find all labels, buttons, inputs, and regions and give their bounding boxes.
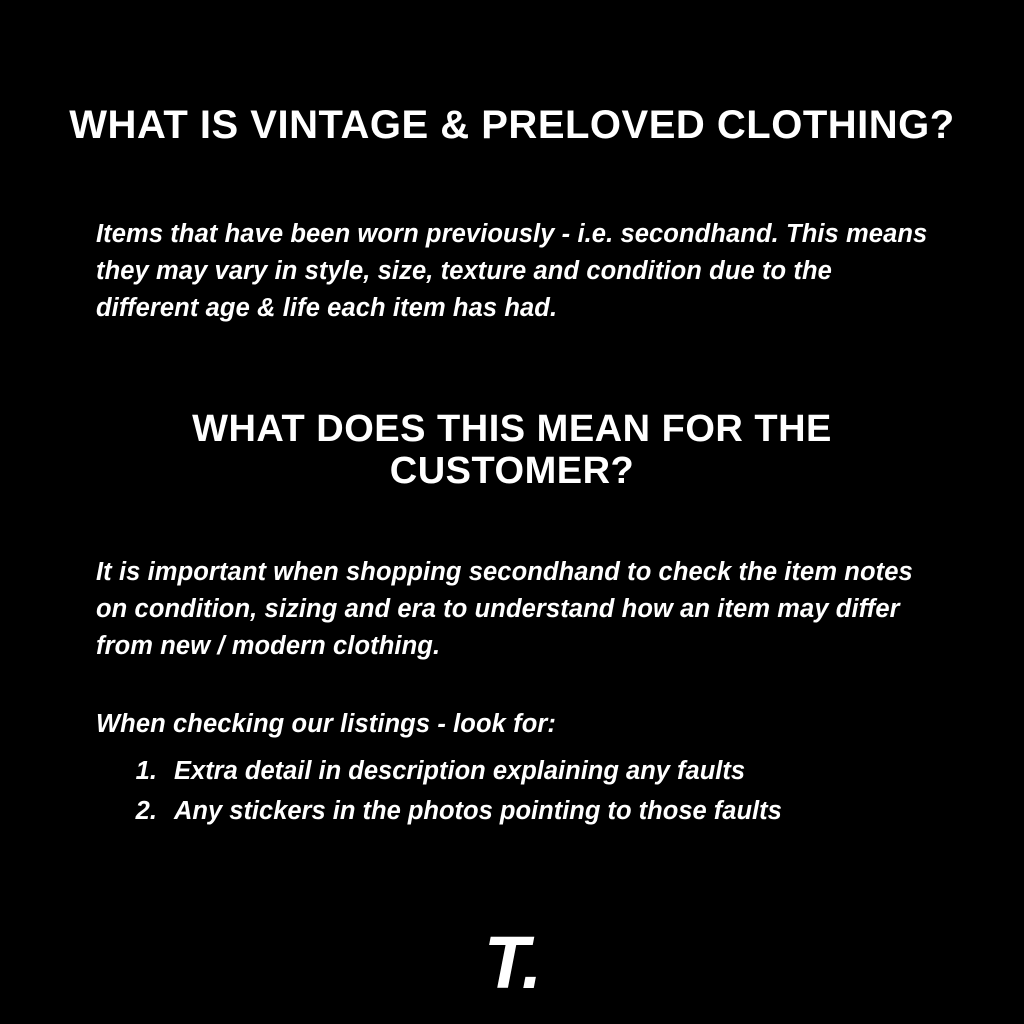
listing-checks-list	[118, 752, 984, 833]
list-item: 1. Extra detail in description explaining any faults	[164, 752, 984, 790]
list-item: 2. Any stickers in the photos pointing to those faults	[164, 792, 984, 830]
page-title: WHAT IS VINTAGE & PRELOVED CLOTHING?	[69, 102, 955, 147]
section-title-customer: WHAT DOES THIS MEAN FOR THE CUSTOMER?	[192, 407, 832, 493]
definition-paragraph: Items that have been worn previously - i.e. secondhand. This means they may vary in style, size, texture and condition due to the different age & life each item has had.	[96, 219, 928, 322]
customer-advice-paragraph: It is important when shopping secondhand to check the item notes on condition, sizing and era to understand how an item may differ from new / modern clothing.	[96, 557, 913, 660]
brand-logo: T.	[483, 921, 541, 1004]
listings-intro-paragraph: When checking our listings - look for:	[96, 709, 556, 738]
